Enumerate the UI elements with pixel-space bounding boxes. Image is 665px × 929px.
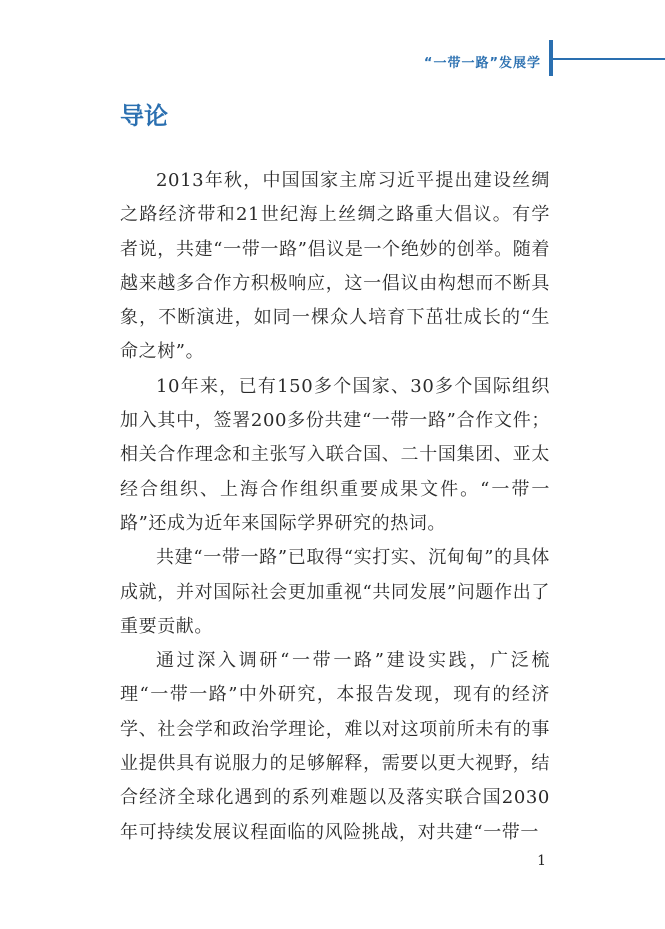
paragraph: 通过深入调研“一带一路”建设实践，广泛梳理“一带一路”中外研究，本报告发现，现有的经济学、社会学和政治学理论，难以对这项前所未有的事业提供具有说服力的足够解释，需要以更大视野，结合经济全球化遇到的系列难题以及落实联合国2030年可持续发展议程面临的风险挑战，对共建“一带一 <box>120 650 550 843</box>
chapter-title: 导论 <box>120 102 168 130</box>
page-number: 1 <box>537 853 546 869</box>
header-accent-line <box>553 58 665 60</box>
body-text <box>120 164 550 850</box>
running-title: “一带一路”发展学 <box>423 56 541 71</box>
paragraph: 2013年秋，中国国家主席习近平提出建设丝绸之路经济带和21世纪海上丝绸之路重大倡议。有学者说，共建“一带一路”倡议是一个绝妙的创举。随着越来越多合作方积极响应，这一倡议由构想而不断具象，不断演进，如同一棵众人培育下茁壮成长的“生命之树”。 <box>120 170 550 363</box>
paragraph: 10年来，已有150多个国家、30多个国际组织加入其中，签署200多份共建“一带一路”合作文件；相关合作理念和主张写入联合国、二十国集团、亚太经合组织、上海合作组织重要成果文件。“一带一路”还成为近年来国际学界研究的热词。 <box>120 375 550 534</box>
paragraph: 共建“一带一路”已取得“实打实、沉甸甸”的具体成就，并对国际社会更加重视“共同发展”问题作出了重要贡献。 <box>120 547 550 637</box>
